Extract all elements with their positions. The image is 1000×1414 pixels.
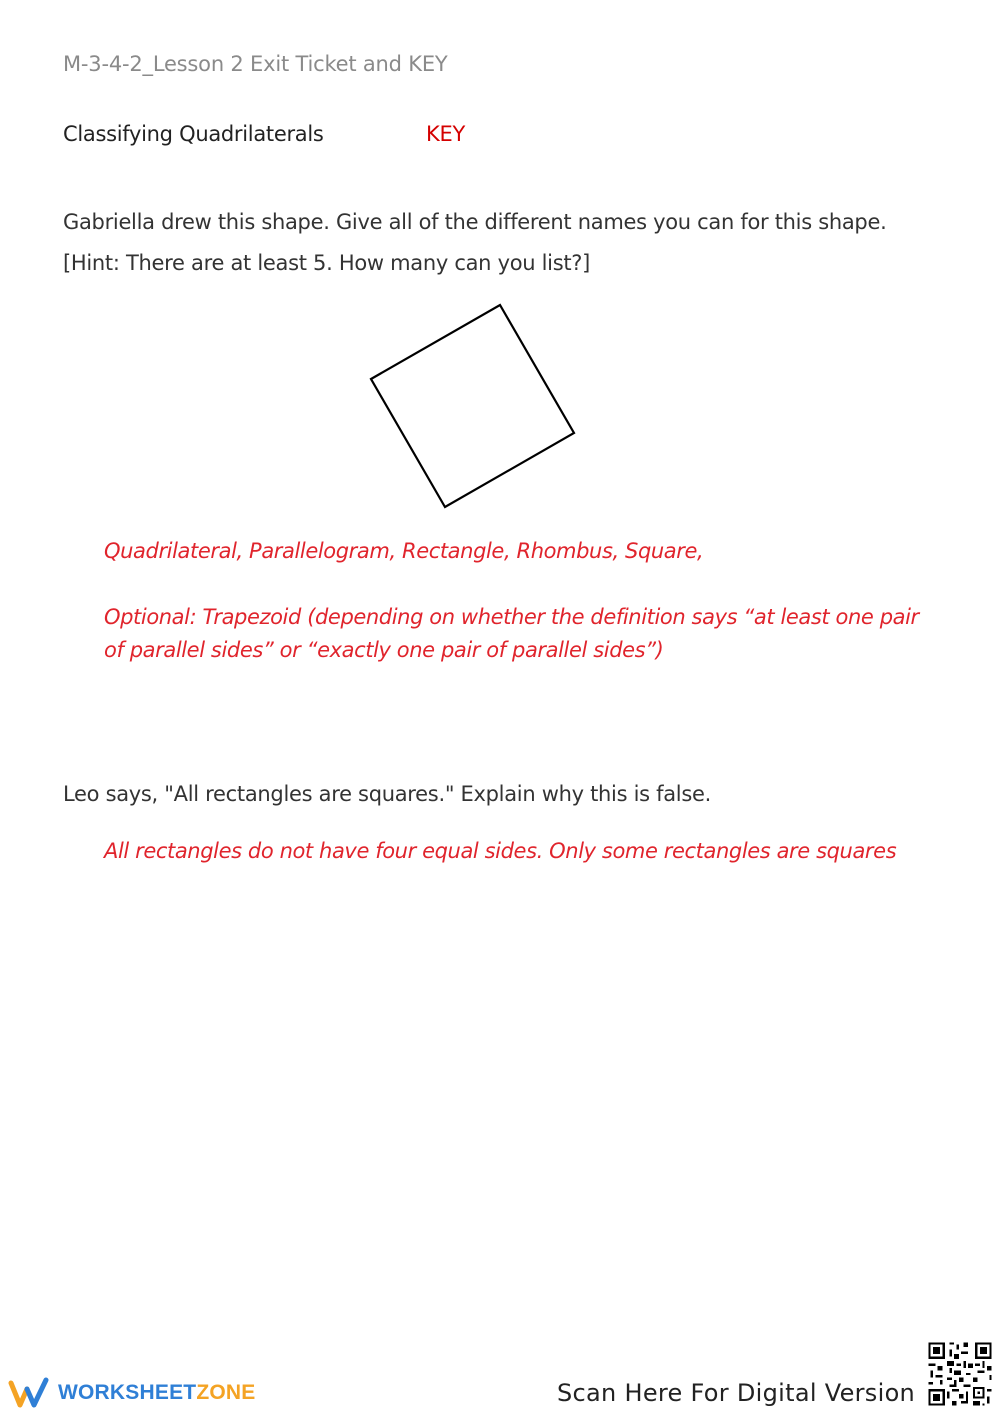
answer-1-optional: Optional: Trapezoid (depending on whether the definition says “at least one pair of parallel sides” or “exactly one pair of parallel sides”) xyxy=(104,605,919,662)
question-1-line-1: Gabriella drew this shape. Give all of the different names you can for this shape. xyxy=(63,210,887,234)
qr-code-icon[interactable] xyxy=(926,1340,994,1408)
document-id: M-3-4-2_Lesson 2 Exit Ticket and KEY xyxy=(63,52,448,76)
scan-caption: Scan Here For Digital Version xyxy=(557,1379,916,1407)
answer-2: All rectangles do not have four equal sides. Only some rectangles are squares xyxy=(104,839,897,863)
answer-1-names: Quadrilateral, Parallelogram, Rectangle, Rhombus, Square, xyxy=(104,539,704,563)
logo-wordmark xyxy=(58,1381,255,1405)
square-outline xyxy=(371,305,574,507)
question-1 xyxy=(63,202,886,284)
question-2: Leo says, "All rectangles are squares." Explain why this is false. xyxy=(63,782,711,806)
page-title: Classifying Quadrilaterals xyxy=(63,122,324,146)
key-label: KEY xyxy=(426,122,465,146)
logo-zone-text: ZONE xyxy=(196,1381,256,1404)
worksheetzone-logo[interactable] xyxy=(8,1375,255,1411)
logo-w-icon xyxy=(8,1377,50,1409)
question-1-hint: [Hint: There are at least 5. How many can you list?] xyxy=(63,251,591,275)
tilted-square-shape xyxy=(360,295,590,515)
logo-worksheet-text: WORKSHEET xyxy=(58,1381,197,1404)
